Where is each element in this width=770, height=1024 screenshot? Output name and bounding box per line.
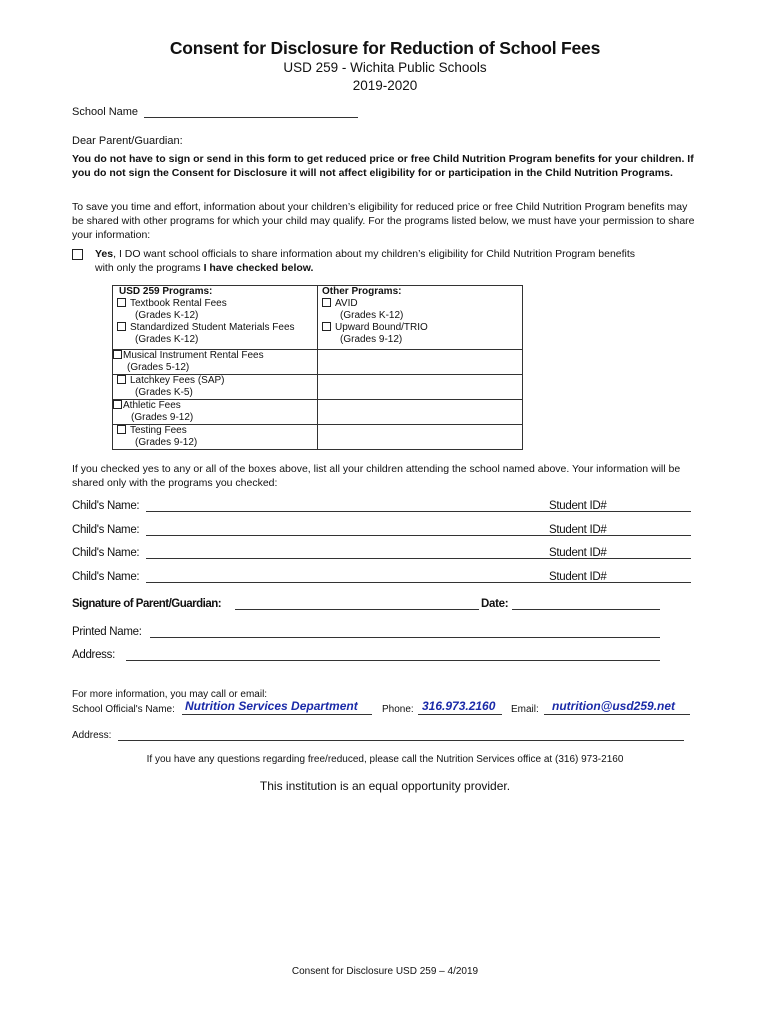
intro-paragraph: To save you time and effort, information about your children’s eligibility for reduced price or free Child Nutrition Program benefits may be shared with other programs for which your child may qualify. For the programs listed below, we must have your permission to share your information: xyxy=(72,201,695,241)
program-grades: (Grades K-5) xyxy=(135,387,193,398)
phone-label: Phone: xyxy=(382,704,414,715)
avid-checkbox[interactable] xyxy=(322,298,331,307)
program-label: Latchkey Fees (SAP) xyxy=(130,375,225,386)
form-footer: Consent for Disclosure USD 259 – 4/2019 xyxy=(291,966,479,977)
other-programs-cell xyxy=(318,286,523,350)
contact-intro: For more information, you may call or email: xyxy=(72,689,268,700)
official-name-label: School Official's Name: xyxy=(72,704,175,715)
children-instructions: If you checked yes to any or all of the boxes above, list all your children attending the school named above. Your information will be shared only with the programs you checked: xyxy=(72,463,681,489)
program-label: Athletic Fees xyxy=(123,400,181,411)
student-id-field[interactable] xyxy=(612,535,691,536)
signature-label: Signature of Parent/Guardian: xyxy=(72,598,222,610)
printed-name-field[interactable] xyxy=(150,637,660,638)
program-grades: (Grades 5-12) xyxy=(127,362,190,373)
child-row-4 xyxy=(72,571,697,585)
program-label: Testing Fees xyxy=(130,425,187,436)
official-name-value: Nutrition Services Department xyxy=(185,699,358,713)
program-grades: (Grades 9-12) xyxy=(340,334,403,345)
child-name-field[interactable] xyxy=(146,511,612,512)
program-grades: (Grades 9-12) xyxy=(131,412,194,423)
program-grades: (Grades K-12) xyxy=(135,310,199,321)
testing-cell xyxy=(113,425,318,450)
other-programs-header: Other Programs: xyxy=(322,286,402,297)
phone-field[interactable] xyxy=(418,699,502,715)
usd-programs-header: USD 259 Programs: xyxy=(119,286,213,297)
program-grades: (Grades K-12) xyxy=(340,310,404,321)
student-id-field[interactable] xyxy=(612,511,691,512)
musical-instrument-cell xyxy=(113,350,318,375)
textbook-rental-checkbox[interactable] xyxy=(117,298,126,307)
child-name-field[interactable] xyxy=(146,535,612,536)
school-name-row xyxy=(72,106,138,118)
program-label: Musical Instrument Rental Fees xyxy=(123,350,264,361)
address-field[interactable] xyxy=(126,660,660,661)
student-id-label: Student ID# xyxy=(549,524,607,536)
child-name-field[interactable] xyxy=(146,558,612,559)
usd-programs-cell xyxy=(113,286,318,350)
program-label: AVID xyxy=(335,298,358,309)
official-address-field[interactable] xyxy=(118,740,684,741)
official-name-field[interactable] xyxy=(182,699,372,715)
musical-instrument-checkbox[interactable] xyxy=(113,350,122,359)
child-row-2 xyxy=(72,524,697,538)
phone-value: 316.973.2160 xyxy=(422,699,496,713)
program-label: Upward Bound/TRIO xyxy=(335,322,428,333)
school-name-field[interactable] xyxy=(144,117,358,118)
child-name-label: Child's Name: xyxy=(72,500,140,512)
student-materials-checkbox[interactable] xyxy=(117,322,126,331)
salutation: Dear Parent/Guardian: xyxy=(72,135,183,147)
empty-cell xyxy=(318,350,523,375)
consent-yes-row xyxy=(72,247,697,275)
questions-note: If you have any questions regarding free/reduced, please call the Nutrition Services office at (316) 973-2160 xyxy=(146,754,624,765)
bold-notice: You do not have to sign or send in this form to get reduced price or free Child Nutrition Program benefits for your children. If you do not sign the Consent for Disclosure it will not affect eligibility for or participation in the Child Nutrition Programs. xyxy=(72,153,694,179)
official-address-label: Address: xyxy=(72,730,112,741)
latchkey-cell xyxy=(113,375,318,400)
date-label: Date: xyxy=(481,598,509,610)
child-row-1 xyxy=(72,500,697,514)
address-row xyxy=(72,649,697,663)
date-field[interactable] xyxy=(512,609,660,610)
yes-text: , I DO want school officials to share information about my children’s eligibility for Child Nutrition Program benefits xyxy=(113,248,636,260)
child-name-label: Child's Name: xyxy=(72,571,140,583)
athletic-cell xyxy=(113,400,318,425)
upward-bound-checkbox[interactable] xyxy=(322,322,331,331)
program-grades: (Grades 9-12) xyxy=(135,437,198,448)
child-name-field[interactable] xyxy=(146,582,612,583)
programs-table xyxy=(112,285,523,450)
yes-word: Yes xyxy=(95,248,114,260)
signature-row xyxy=(72,598,697,612)
program-label: Standardized Student Materials Fees xyxy=(130,322,295,333)
child-name-label: Child's Name: xyxy=(72,547,140,559)
program-label: Textbook Rental Fees xyxy=(130,298,227,309)
yes-text-2-bold: I have checked below. xyxy=(203,262,314,274)
school-year: 2019-2020 xyxy=(352,78,418,93)
yes-text-2: with only the programs xyxy=(95,262,204,274)
printed-name-row xyxy=(72,626,697,640)
school-name-label: School Name xyxy=(72,106,139,118)
student-id-label: Student ID# xyxy=(549,571,607,583)
form-title: Consent for Disclosure for Reduction of School Fees xyxy=(169,38,601,58)
email-field[interactable] xyxy=(544,699,690,715)
child-name-label: Child's Name: xyxy=(72,524,140,536)
empty-cell xyxy=(318,425,523,450)
printed-name-label: Printed Name: xyxy=(72,626,142,638)
student-id-field[interactable] xyxy=(612,558,691,559)
empty-cell xyxy=(318,375,523,400)
athletic-checkbox[interactable] xyxy=(113,400,122,409)
district-name: USD 259 - Wichita Public Schools xyxy=(283,60,487,75)
consent-yes-checkbox[interactable] xyxy=(72,249,83,260)
signature-field[interactable] xyxy=(235,609,479,610)
child-row-3 xyxy=(72,547,697,561)
program-grades: (Grades K-12) xyxy=(135,334,199,345)
email-label: Email: xyxy=(511,704,539,715)
student-id-label: Student ID# xyxy=(549,547,607,559)
address-label: Address: xyxy=(72,649,115,661)
empty-cell xyxy=(318,400,523,425)
latchkey-checkbox[interactable] xyxy=(117,375,126,384)
student-id-field[interactable] xyxy=(612,582,691,583)
email-value: nutrition@usd259.net xyxy=(552,699,676,713)
equal-opportunity: This institution is an equal opportunity provider. xyxy=(259,779,511,793)
testing-checkbox[interactable] xyxy=(117,425,126,434)
student-id-label: Student ID# xyxy=(549,500,607,512)
